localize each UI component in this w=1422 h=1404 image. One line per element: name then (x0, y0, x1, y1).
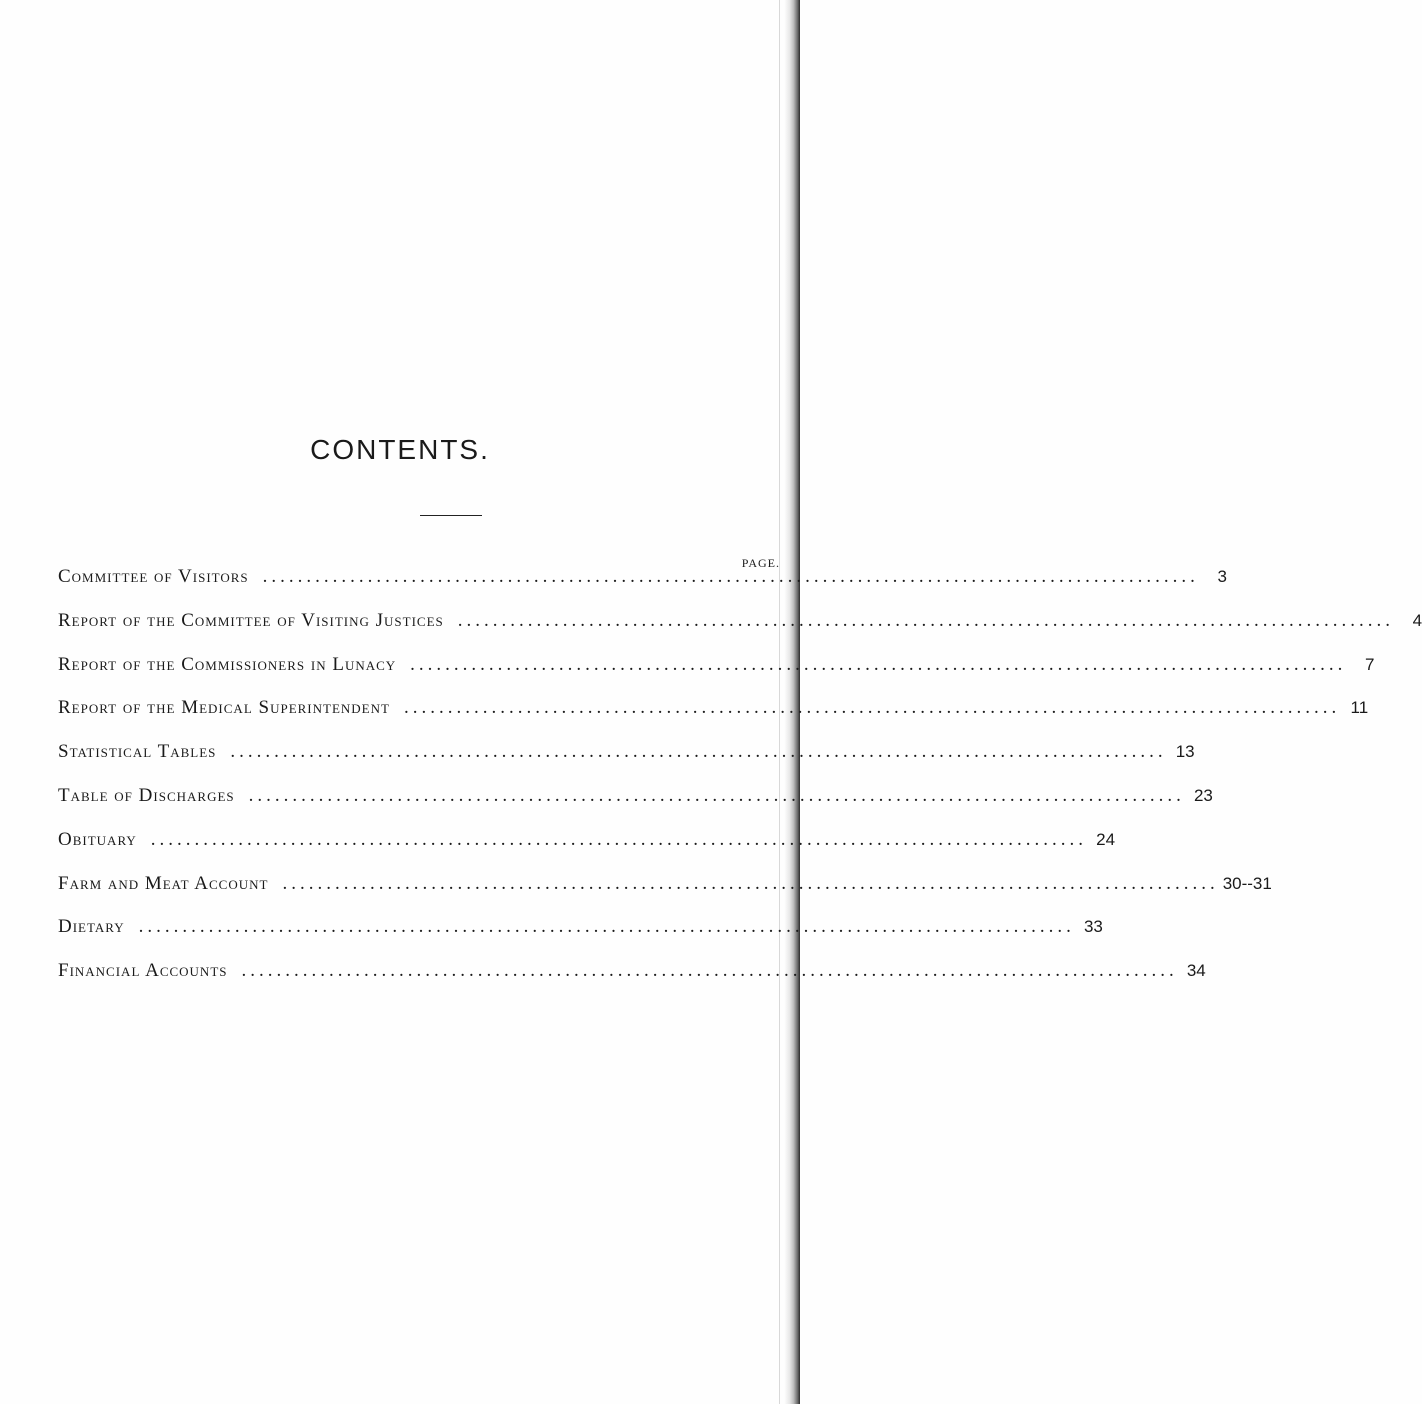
toc-entry-title: Report of the Committee of Visiting Justices (58, 609, 444, 631)
title-divider (420, 515, 482, 516)
toc-entry-report-visiting-justices (58, 609, 1422, 654)
toc-entry-title: Statistical Tables (58, 741, 217, 763)
toc-entry-table-of-discharges (58, 784, 1213, 829)
dot-leader: ........................................................................................................... (138, 916, 1075, 938)
toc-entry-page: 7 (1364, 654, 1375, 674)
dot-leader: ........................................................................................................... (241, 960, 1178, 982)
page-title: CONTENTS. (310, 434, 490, 465)
dot-leader: ........................................................................................................... (230, 741, 1167, 763)
toc-entry-page: 24 (1096, 829, 1116, 849)
dot-leader: ........................................................................................................... (403, 697, 1341, 719)
toc-entry-report-commissioners-lunacy (58, 653, 1375, 698)
toc-entry-title: Dietary (58, 916, 125, 938)
toc-entry-page: 13 (1175, 742, 1195, 762)
toc-entry-page: 33 (1083, 917, 1103, 937)
toc-entry-page: 3 (1217, 567, 1227, 586)
toc-entry-dietary (58, 916, 1103, 960)
toc-entry-financial-accounts (58, 960, 1206, 1004)
toc-entry-title: Report of the Medical Superintendent (58, 697, 390, 719)
dot-leader: ........................................................................................................... (457, 609, 1395, 631)
toc-entry-committee-of-visitors (58, 566, 1227, 610)
toc-entry-page: 4 (1412, 610, 1422, 630)
toc-entry-title: Report of the Commissioners in Lunacy (58, 653, 397, 675)
toc-entry-title: Farm and Meat Account (58, 872, 269, 894)
dot-leader: ........................................................................................................... (410, 653, 1347, 675)
toc-entry-obituary (58, 828, 1116, 873)
toc-entry-statistical-tables (58, 741, 1195, 785)
toc-entry-page: 11 (1350, 698, 1369, 718)
toc-entry-page: 34 (1186, 961, 1206, 981)
toc-entry-report-medical-superintendent (58, 697, 1369, 741)
toc-entry-title: Financial Accounts (58, 960, 228, 982)
toc-entry-title: Committee of Visitors (58, 566, 249, 587)
toc-entry-farm-and-meat-account (58, 872, 1272, 917)
dot-leader: ........................................................................................................... (150, 828, 1088, 850)
toc-entry-title: Obituary (58, 828, 137, 850)
dot-leader: ........................................................................................................... (262, 566, 1199, 587)
table-of-contents (58, 566, 1422, 1004)
toc-entry-page: 23 (1193, 785, 1213, 805)
dot-leader: ........................................................................................................... (282, 872, 1219, 894)
dot-leader: ........................................................................................................... (248, 784, 1185, 806)
toc-entry-title: Table of Discharges (58, 784, 235, 806)
toc-entry-page: 30--31 (1222, 873, 1272, 893)
page-column-header: PAGE. (741, 556, 780, 570)
